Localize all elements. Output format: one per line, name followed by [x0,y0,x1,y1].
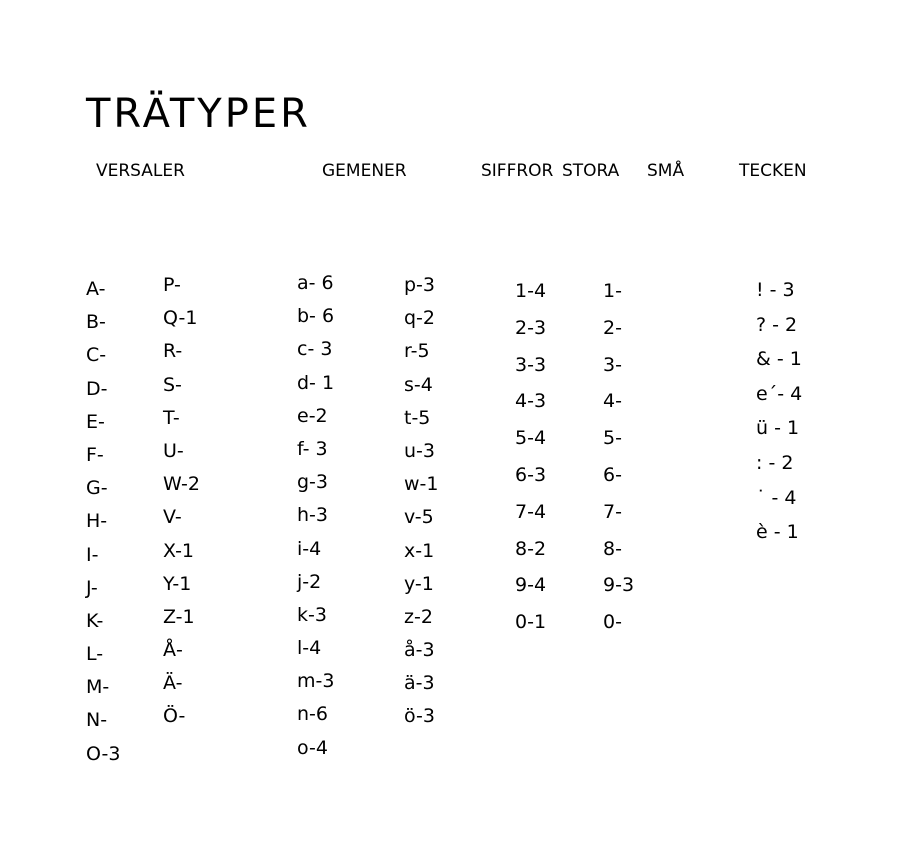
list-item: v-5 [404,506,434,529]
list-item: X-1 [163,539,195,562]
list-item: j-2 [297,570,322,593]
list-item: U- [163,439,184,462]
list-item: F- [86,443,104,466]
list-item: f- 3 [297,437,328,460]
list-item: W-2 [163,473,200,496]
page-title: TRÄTYPER [86,91,311,137]
list-item: 6- [603,463,622,486]
list-item: l-4 [297,637,322,660]
header-sma: SMÅ [647,161,685,181]
list-item: 6-3 [515,463,547,486]
list-item: 7- [603,500,622,523]
tecken-column [756,273,802,550]
list-item: I- [86,543,99,566]
list-item: 2- [603,316,622,339]
list-item: Z-1 [163,605,195,628]
list-item: G- [86,477,108,500]
list-item: r-5 [404,340,430,363]
list-item: e-2 [297,404,328,427]
list-item: N- [86,709,108,732]
list-item: y-1 [404,572,434,595]
list-item: R- [163,340,183,363]
list-item: O-3 [86,742,121,765]
list-item: 4- [603,390,622,413]
list-item: t-5 [404,406,431,429]
list-item: 5- [603,427,622,450]
list-item: å-3 [404,639,435,662]
list-item: 4-3 [515,390,547,413]
list-item: ? - 2 [756,313,798,336]
list-item: 1- [603,280,622,302]
list-item: J- [86,576,98,599]
list-item: D- [86,377,108,400]
list-item: u-3 [404,439,435,462]
list-item: Ä- [163,672,183,695]
list-item: 3- [603,353,622,376]
list-item: P- [163,274,181,296]
list-item: H- [86,510,108,533]
siffror-stora-column [515,273,546,641]
list-item: V- [163,506,182,529]
list-item: Å- [163,639,183,662]
list-item: ! - 3 [756,279,795,301]
list-item: 1-4 [515,280,547,302]
list-item: ü - 1 [756,417,800,440]
header-gemener: GEMENER [322,161,407,181]
list-item: d- 1 [297,371,335,394]
header-siffror: SIFFROR [481,161,554,181]
list-item: o-4 [297,736,328,759]
list-item: q-2 [404,307,436,330]
list-item: ö-3 [404,705,435,728]
list-item: S- [163,373,182,396]
list-item: 7-4 [515,500,547,523]
list-item: Y-1 [163,572,192,595]
list-item: x-1 [404,539,435,562]
list-item: A- [86,278,106,300]
list-item: 5-4 [515,427,547,450]
list-item: 0-1 [515,611,547,634]
list-item: h-3 [297,504,328,527]
list-item: è - 1 [756,521,799,544]
list-item: s-4 [404,373,433,396]
list-item: i-4 [297,537,322,560]
list-item: 8-2 [515,537,547,560]
list-item: a- 6 [297,272,334,294]
versaler-column-1 [86,273,120,771]
header-tecken: TECKEN [739,161,807,181]
list-item: k-3 [297,603,327,626]
list-item: Q-1 [163,307,198,330]
list-item: e´- 4 [756,382,803,405]
list-item: 9-3 [603,574,635,597]
list-item: : - 2 [756,451,794,474]
siffror-sma-column [603,273,634,641]
list-item: T- [163,406,180,429]
list-item: & - 1 [756,348,802,371]
list-item: M- [86,676,110,699]
list-item: z-2 [404,605,433,628]
list-item: g-3 [297,471,329,494]
list-item: 8- [603,537,622,560]
list-item: m-3 [297,670,335,693]
list-item: ˙ - 4 [756,486,797,509]
list-item: L- [86,643,104,666]
gemener-column-2 [404,269,438,734]
list-item: n-6 [297,703,328,726]
list-item: 3-3 [515,353,547,376]
list-item: 0- [603,611,622,634]
list-item: 2-3 [515,316,547,339]
list-item: ä-3 [404,672,435,695]
list-item: w-1 [404,473,439,496]
versaler-column-2 [163,269,200,734]
list-item: Ö- [163,705,186,728]
list-item: 9-4 [515,574,547,597]
list-item: E- [86,410,105,433]
list-item: B- [86,311,106,334]
list-item: p-3 [404,274,436,296]
list-item: c- 3 [297,338,333,361]
gemener-column-1 [297,267,334,765]
list-item: K- [86,609,104,632]
header-stora: STORA [562,161,620,181]
list-item: b- 6 [297,305,335,328]
header-versaler: VERSALER [96,161,185,181]
list-item: C- [86,344,107,367]
